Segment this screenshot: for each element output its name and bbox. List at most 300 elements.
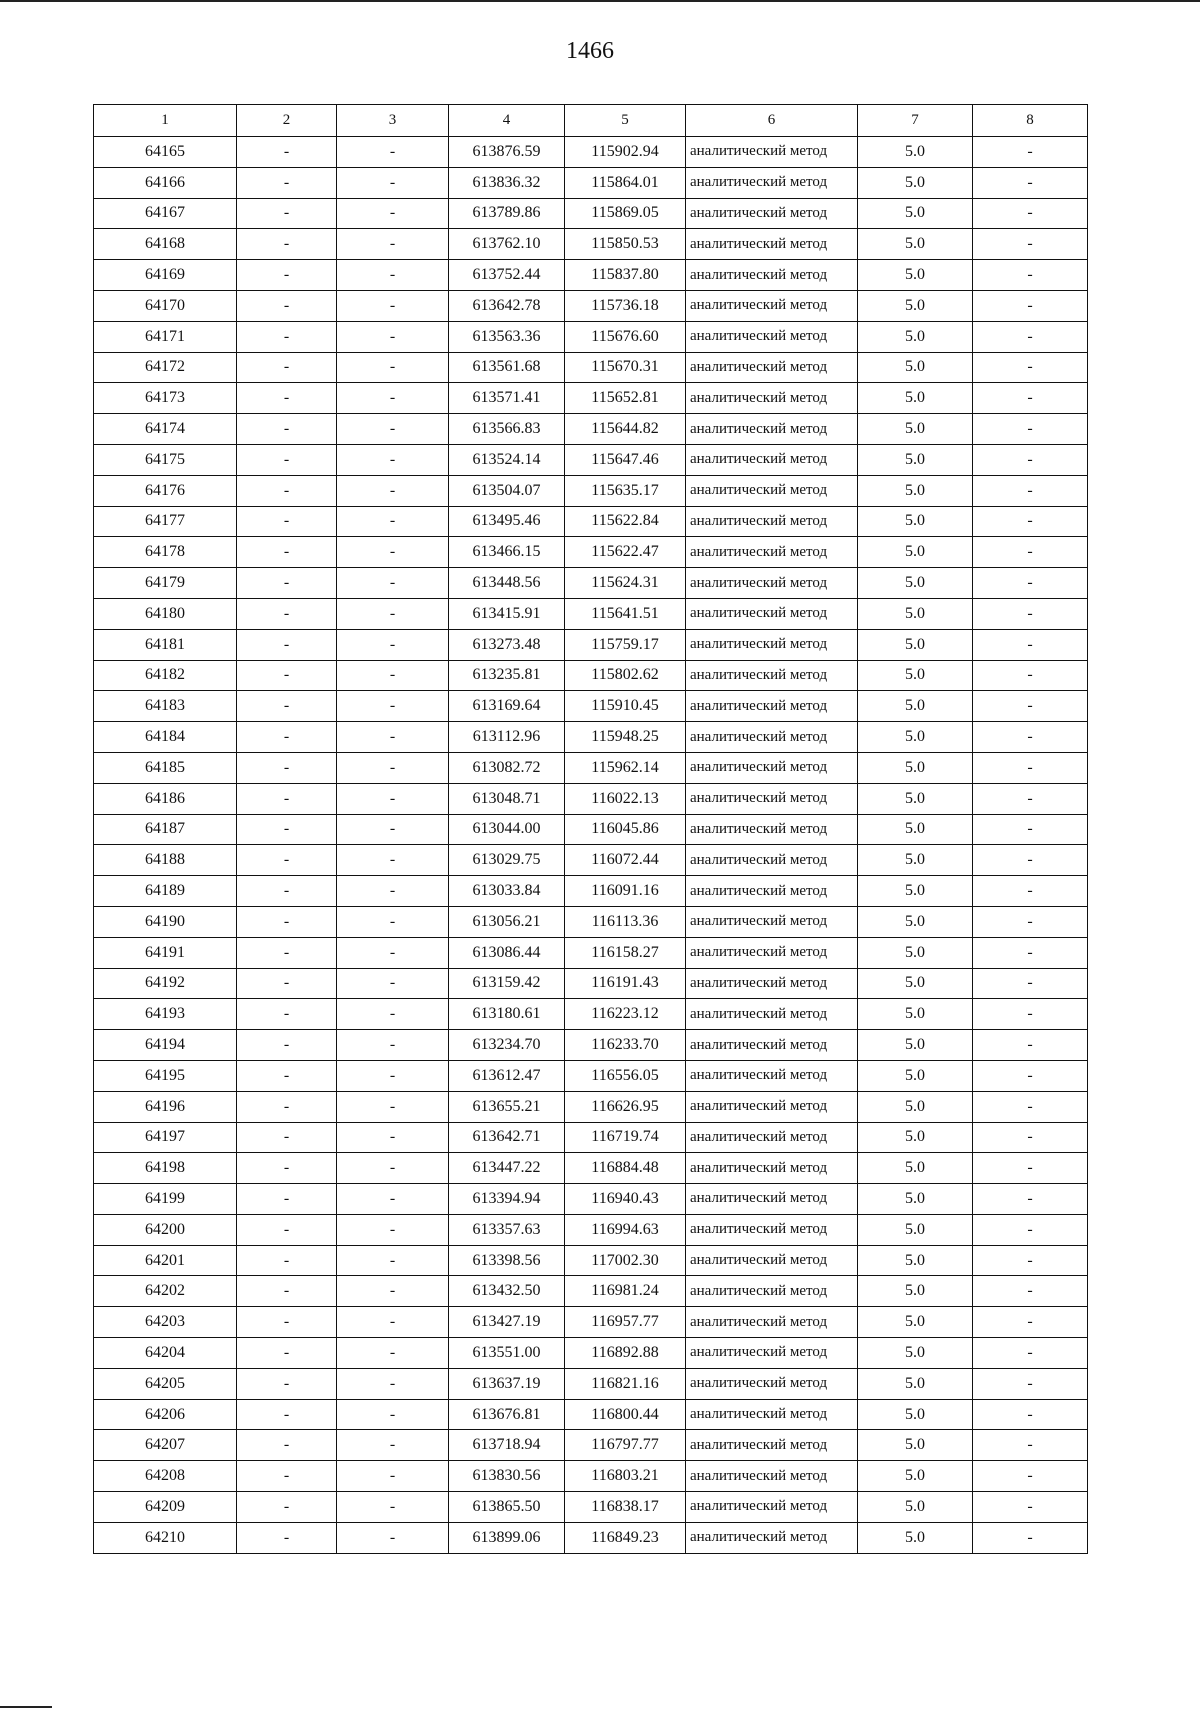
cell-method: аналитический метод [686, 137, 858, 168]
cell-coord-x: 613234.70 [449, 1030, 565, 1061]
cell-coord-y: 116800.44 [565, 1399, 686, 1430]
cell-col-3: - [337, 598, 449, 629]
cell-coord-y: 115759.17 [565, 629, 686, 660]
cell-point-number: 64209 [94, 1492, 237, 1523]
cell-coord-x: 613752.44 [449, 260, 565, 291]
cell-accuracy: 5.0 [858, 814, 973, 845]
cell-method: аналитический метод [686, 660, 858, 691]
cell-coord-x: 613566.83 [449, 414, 565, 445]
cell-coord-y: 116803.21 [565, 1461, 686, 1492]
cell-point-number: 64205 [94, 1368, 237, 1399]
cell-accuracy: 5.0 [858, 1307, 973, 1338]
cell-method: аналитический метод [686, 352, 858, 383]
cell-coord-y: 115902.94 [565, 137, 686, 168]
cell-col-3: - [337, 999, 449, 1030]
cell-coord-y: 116233.70 [565, 1030, 686, 1061]
cell-point-number: 64204 [94, 1338, 237, 1369]
table-row [94, 937, 1088, 968]
cell-col-3: - [337, 1060, 449, 1091]
cell-method: аналитический метод [686, 1214, 858, 1245]
cell-col-3: - [337, 1368, 449, 1399]
cell-col-3: - [337, 1399, 449, 1430]
cell-col-3: - [337, 1522, 449, 1553]
cell-point-number: 64210 [94, 1522, 237, 1553]
cell-accuracy: 5.0 [858, 937, 973, 968]
table-row [94, 845, 1088, 876]
cell-col-2: - [237, 506, 337, 537]
header-cell-3: 3 [337, 105, 449, 137]
cell-accuracy: 5.0 [858, 321, 973, 352]
cell-col-8: - [973, 968, 1088, 999]
cell-method: аналитический метод [686, 629, 858, 660]
cell-point-number: 64165 [94, 137, 237, 168]
cell-col-3: - [337, 167, 449, 198]
cell-point-number: 64192 [94, 968, 237, 999]
table-row [94, 1338, 1088, 1369]
cell-accuracy: 5.0 [858, 629, 973, 660]
table-row [94, 1184, 1088, 1215]
cell-col-3: - [337, 1276, 449, 1307]
cell-method: аналитический метод [686, 383, 858, 414]
cell-col-3: - [337, 722, 449, 753]
table-row [94, 906, 1088, 937]
cell-method: аналитический метод [686, 444, 858, 475]
cell-point-number: 64179 [94, 568, 237, 599]
cell-col-8: - [973, 1461, 1088, 1492]
cell-col-8: - [973, 1276, 1088, 1307]
cell-accuracy: 5.0 [858, 598, 973, 629]
cell-col-8: - [973, 229, 1088, 260]
cell-col-3: - [337, 1245, 449, 1276]
cell-point-number: 64178 [94, 537, 237, 568]
cell-col-2: - [237, 629, 337, 660]
cell-accuracy: 5.0 [858, 999, 973, 1030]
cell-point-number: 64208 [94, 1461, 237, 1492]
cell-col-2: - [237, 321, 337, 352]
cell-coord-y: 115624.31 [565, 568, 686, 599]
cell-method: аналитический метод [686, 722, 858, 753]
cell-col-2: - [237, 1368, 337, 1399]
header-cell-6: 6 [686, 105, 858, 137]
cell-col-3: - [337, 906, 449, 937]
cell-col-8: - [973, 906, 1088, 937]
cell-point-number: 64185 [94, 752, 237, 783]
cell-col-8: - [973, 290, 1088, 321]
page-number: 1466 [566, 38, 614, 64]
cell-point-number: 64206 [94, 1399, 237, 1430]
cell-coord-x: 613394.94 [449, 1184, 565, 1215]
cell-accuracy: 5.0 [858, 1153, 973, 1184]
cell-coord-y: 117002.30 [565, 1245, 686, 1276]
cell-col-8: - [973, 475, 1088, 506]
cell-coord-y: 115635.17 [565, 475, 686, 506]
cell-method: аналитический метод [686, 814, 858, 845]
cell-col-8: - [973, 1522, 1088, 1553]
table-row [94, 1430, 1088, 1461]
cell-coord-y: 116223.12 [565, 999, 686, 1030]
cell-col-2: - [237, 229, 337, 260]
cell-coord-x: 613561.68 [449, 352, 565, 383]
cell-col-2: - [237, 260, 337, 291]
cell-method: аналитический метод [686, 1153, 858, 1184]
cell-point-number: 64197 [94, 1122, 237, 1153]
cell-accuracy: 5.0 [858, 1091, 973, 1122]
table-row [94, 814, 1088, 845]
cell-coord-y: 116884.48 [565, 1153, 686, 1184]
table-row [94, 506, 1088, 537]
cell-accuracy: 5.0 [858, 167, 973, 198]
cell-accuracy: 5.0 [858, 876, 973, 907]
cell-coord-x: 613056.21 [449, 906, 565, 937]
cell-point-number: 64193 [94, 999, 237, 1030]
cell-point-number: 64187 [94, 814, 237, 845]
table-row [94, 1399, 1088, 1430]
cell-coord-x: 613427.19 [449, 1307, 565, 1338]
cell-col-3: - [337, 260, 449, 291]
cell-point-number: 64172 [94, 352, 237, 383]
cell-col-2: - [237, 1122, 337, 1153]
cell-col-3: - [337, 1338, 449, 1369]
cell-col-3: - [337, 1184, 449, 1215]
cell-col-8: - [973, 1030, 1088, 1061]
cell-col-3: - [337, 845, 449, 876]
cell-col-3: - [337, 568, 449, 599]
cell-col-2: - [237, 1184, 337, 1215]
cell-col-2: - [237, 876, 337, 907]
cell-accuracy: 5.0 [858, 906, 973, 937]
cell-coord-x: 613563.36 [449, 321, 565, 352]
cell-accuracy: 5.0 [858, 1338, 973, 1369]
cell-point-number: 64171 [94, 321, 237, 352]
header-cell-4: 4 [449, 105, 565, 137]
cell-col-3: - [337, 1214, 449, 1245]
cell-coord-x: 613865.50 [449, 1492, 565, 1523]
cell-col-3: - [337, 937, 449, 968]
table-row [94, 1091, 1088, 1122]
cell-point-number: 64181 [94, 629, 237, 660]
cell-point-number: 64203 [94, 1307, 237, 1338]
cell-col-8: - [973, 1492, 1088, 1523]
cell-method: аналитический метод [686, 876, 858, 907]
cell-method: аналитический метод [686, 999, 858, 1030]
cell-coord-y: 115837.80 [565, 260, 686, 291]
table-row [94, 383, 1088, 414]
table-row [94, 1122, 1088, 1153]
table-row [94, 1522, 1088, 1553]
header-cell-2: 2 [237, 105, 337, 137]
cell-coord-x: 613112.96 [449, 722, 565, 753]
cell-col-2: - [237, 167, 337, 198]
cell-method: аналитический метод [686, 1184, 858, 1215]
top-border-line [0, 0, 1200, 2]
table-row [94, 137, 1088, 168]
cell-coord-y: 116072.44 [565, 845, 686, 876]
cell-col-2: - [237, 1091, 337, 1122]
cell-method: аналитический метод [686, 937, 858, 968]
cell-coord-x: 613524.14 [449, 444, 565, 475]
table-row [94, 598, 1088, 629]
cell-col-8: - [973, 414, 1088, 445]
cell-coord-y: 116091.16 [565, 876, 686, 907]
cell-col-3: - [337, 1430, 449, 1461]
table-row [94, 660, 1088, 691]
cell-col-8: - [973, 999, 1088, 1030]
cell-coord-x: 613551.00 [449, 1338, 565, 1369]
cell-col-8: - [973, 537, 1088, 568]
cell-col-8: - [973, 629, 1088, 660]
cell-col-2: - [237, 1430, 337, 1461]
cell-col-8: - [973, 660, 1088, 691]
cell-col-2: - [237, 1399, 337, 1430]
table-row [94, 968, 1088, 999]
cell-col-8: - [973, 260, 1088, 291]
cell-accuracy: 5.0 [858, 660, 973, 691]
cell-coord-x: 613762.10 [449, 229, 565, 260]
cell-point-number: 64207 [94, 1430, 237, 1461]
cell-accuracy: 5.0 [858, 1030, 973, 1061]
cell-method: аналитический метод [686, 1492, 858, 1523]
cell-accuracy: 5.0 [858, 444, 973, 475]
table-header-row [94, 105, 1088, 137]
table-row [94, 1153, 1088, 1184]
cell-method: аналитический метод [686, 752, 858, 783]
table-row [94, 691, 1088, 722]
cell-accuracy: 5.0 [858, 691, 973, 722]
cell-col-3: - [337, 876, 449, 907]
cell-coord-y: 115670.31 [565, 352, 686, 383]
cell-point-number: 64183 [94, 691, 237, 722]
cell-col-2: - [237, 537, 337, 568]
cell-accuracy: 5.0 [858, 968, 973, 999]
cell-coord-x: 613159.42 [449, 968, 565, 999]
cell-coord-y: 116797.77 [565, 1430, 686, 1461]
header-cell-5: 5 [565, 105, 686, 137]
cell-col-8: - [973, 1399, 1088, 1430]
cell-method: аналитический метод [686, 1522, 858, 1553]
cell-col-2: - [237, 1060, 337, 1091]
cell-col-8: - [973, 1245, 1088, 1276]
cell-coord-y: 115652.81 [565, 383, 686, 414]
cell-coord-x: 613415.91 [449, 598, 565, 629]
cell-accuracy: 5.0 [858, 290, 973, 321]
cell-col-3: - [337, 1091, 449, 1122]
table-row [94, 876, 1088, 907]
table-row [94, 260, 1088, 291]
header-cell-7: 7 [858, 105, 973, 137]
cell-col-3: - [337, 537, 449, 568]
header-cell-1: 1 [94, 105, 237, 137]
cell-accuracy: 5.0 [858, 1245, 973, 1276]
table-row [94, 475, 1088, 506]
cell-col-2: - [237, 814, 337, 845]
cell-col-3: - [337, 1492, 449, 1523]
cell-coord-y: 115864.01 [565, 167, 686, 198]
cell-col-2: - [237, 752, 337, 783]
cell-point-number: 64200 [94, 1214, 237, 1245]
cell-col-8: - [973, 321, 1088, 352]
cell-accuracy: 5.0 [858, 260, 973, 291]
cell-col-2: - [237, 722, 337, 753]
cell-coord-y: 116045.86 [565, 814, 686, 845]
cell-col-3: - [337, 752, 449, 783]
cell-coord-x: 613086.44 [449, 937, 565, 968]
cell-method: аналитический метод [686, 1307, 858, 1338]
cell-accuracy: 5.0 [858, 1184, 973, 1215]
cell-point-number: 64169 [94, 260, 237, 291]
cell-coord-x: 613044.00 [449, 814, 565, 845]
cell-col-8: - [973, 1122, 1088, 1153]
cell-coord-y: 116981.24 [565, 1276, 686, 1307]
table-row [94, 321, 1088, 352]
cell-coord-x: 613235.81 [449, 660, 565, 691]
cell-col-2: - [237, 660, 337, 691]
cell-point-number: 64170 [94, 290, 237, 321]
table-row [94, 167, 1088, 198]
cell-coord-y: 116994.63 [565, 1214, 686, 1245]
cell-col-8: - [973, 1153, 1088, 1184]
cell-col-2: - [237, 290, 337, 321]
cell-point-number: 64166 [94, 167, 237, 198]
cell-col-8: - [973, 876, 1088, 907]
cell-col-2: - [237, 475, 337, 506]
cell-col-3: - [337, 321, 449, 352]
cell-col-3: - [337, 1461, 449, 1492]
cell-method: аналитический метод [686, 1430, 858, 1461]
cell-method: аналитический метод [686, 845, 858, 876]
cell-coord-y: 115948.25 [565, 722, 686, 753]
table-row [94, 444, 1088, 475]
cell-accuracy: 5.0 [858, 783, 973, 814]
cell-col-8: - [973, 1091, 1088, 1122]
cell-col-2: - [237, 691, 337, 722]
cell-point-number: 64202 [94, 1276, 237, 1307]
table-row [94, 537, 1088, 568]
cell-col-2: - [237, 352, 337, 383]
cell-coord-x: 613495.46 [449, 506, 565, 537]
cell-col-2: - [237, 137, 337, 168]
cell-coord-x: 613830.56 [449, 1461, 565, 1492]
cell-coord-x: 613273.48 [449, 629, 565, 660]
cell-col-8: - [973, 1430, 1088, 1461]
table-row [94, 1461, 1088, 1492]
cell-col-3: - [337, 1153, 449, 1184]
cell-col-3: - [337, 1307, 449, 1338]
bottom-edge-mark [0, 1706, 52, 1708]
cell-coord-y: 116556.05 [565, 1060, 686, 1091]
cell-coord-x: 613033.84 [449, 876, 565, 907]
cell-method: аналитический метод [686, 1245, 858, 1276]
cell-coord-y: 115641.51 [565, 598, 686, 629]
cell-method: аналитический метод [686, 691, 858, 722]
cell-coord-x: 613676.81 [449, 1399, 565, 1430]
cell-col-3: - [337, 506, 449, 537]
cell-coord-x: 613612.47 [449, 1060, 565, 1091]
cell-method: аналитический метод [686, 321, 858, 352]
cell-col-8: - [973, 814, 1088, 845]
table-row [94, 352, 1088, 383]
cell-col-2: - [237, 598, 337, 629]
cell-accuracy: 5.0 [858, 414, 973, 445]
table-row [94, 229, 1088, 260]
cell-coord-y: 115622.84 [565, 506, 686, 537]
cell-col-3: - [337, 290, 449, 321]
cell-point-number: 64195 [94, 1060, 237, 1091]
cell-coord-y: 115802.62 [565, 660, 686, 691]
cell-col-2: - [237, 1461, 337, 1492]
cell-coord-x: 613637.19 [449, 1368, 565, 1399]
cell-col-2: - [237, 1030, 337, 1061]
cell-coord-y: 115647.46 [565, 444, 686, 475]
cell-col-2: - [237, 1276, 337, 1307]
cell-col-3: - [337, 444, 449, 475]
cell-col-2: - [237, 937, 337, 968]
table-row [94, 1030, 1088, 1061]
table-row [94, 1276, 1088, 1307]
cell-point-number: 64173 [94, 383, 237, 414]
cell-col-8: - [973, 383, 1088, 414]
cell-col-8: - [973, 1184, 1088, 1215]
cell-method: аналитический метод [686, 1368, 858, 1399]
cell-col-3: - [337, 352, 449, 383]
cell-method: аналитический метод [686, 198, 858, 229]
header-cell-8: 8 [973, 105, 1088, 137]
cell-col-8: - [973, 752, 1088, 783]
cell-col-8: - [973, 167, 1088, 198]
cell-col-2: - [237, 1214, 337, 1245]
cell-coord-y: 116022.13 [565, 783, 686, 814]
cell-accuracy: 5.0 [858, 198, 973, 229]
table-row [94, 290, 1088, 321]
table-row [94, 752, 1088, 783]
cell-col-8: - [973, 598, 1088, 629]
table-row [94, 1245, 1088, 1276]
cell-col-8: - [973, 568, 1088, 599]
cell-coord-x: 613180.61 [449, 999, 565, 1030]
cell-coord-x: 613876.59 [449, 137, 565, 168]
cell-coord-y: 116821.16 [565, 1368, 686, 1399]
cell-accuracy: 5.0 [858, 475, 973, 506]
cell-coord-y: 116626.95 [565, 1091, 686, 1122]
cell-col-2: - [237, 1492, 337, 1523]
cell-col-3: - [337, 198, 449, 229]
cell-col-2: - [237, 1153, 337, 1184]
table-body [94, 105, 1088, 1554]
cell-point-number: 64184 [94, 722, 237, 753]
cell-coord-x: 613357.63 [449, 1214, 565, 1245]
cell-col-2: - [237, 783, 337, 814]
cell-point-number: 64190 [94, 906, 237, 937]
cell-col-3: - [337, 475, 449, 506]
cell-coord-y: 116191.43 [565, 968, 686, 999]
cell-col-2: - [237, 198, 337, 229]
cell-accuracy: 5.0 [858, 1060, 973, 1091]
cell-col-8: - [973, 1368, 1088, 1399]
cell-coord-x: 613504.07 [449, 475, 565, 506]
cell-coord-y: 116719.74 [565, 1122, 686, 1153]
cell-coord-x: 613398.56 [449, 1245, 565, 1276]
cell-coord-y: 115644.82 [565, 414, 686, 445]
cell-accuracy: 5.0 [858, 506, 973, 537]
cell-accuracy: 5.0 [858, 1122, 973, 1153]
cell-coord-x: 613836.32 [449, 167, 565, 198]
cell-method: аналитический метод [686, 1122, 858, 1153]
cell-point-number: 64189 [94, 876, 237, 907]
cell-col-8: - [973, 137, 1088, 168]
cell-accuracy: 5.0 [858, 1368, 973, 1399]
table-row [94, 414, 1088, 445]
cell-col-8: - [973, 1307, 1088, 1338]
cell-method: аналитический метод [686, 229, 858, 260]
